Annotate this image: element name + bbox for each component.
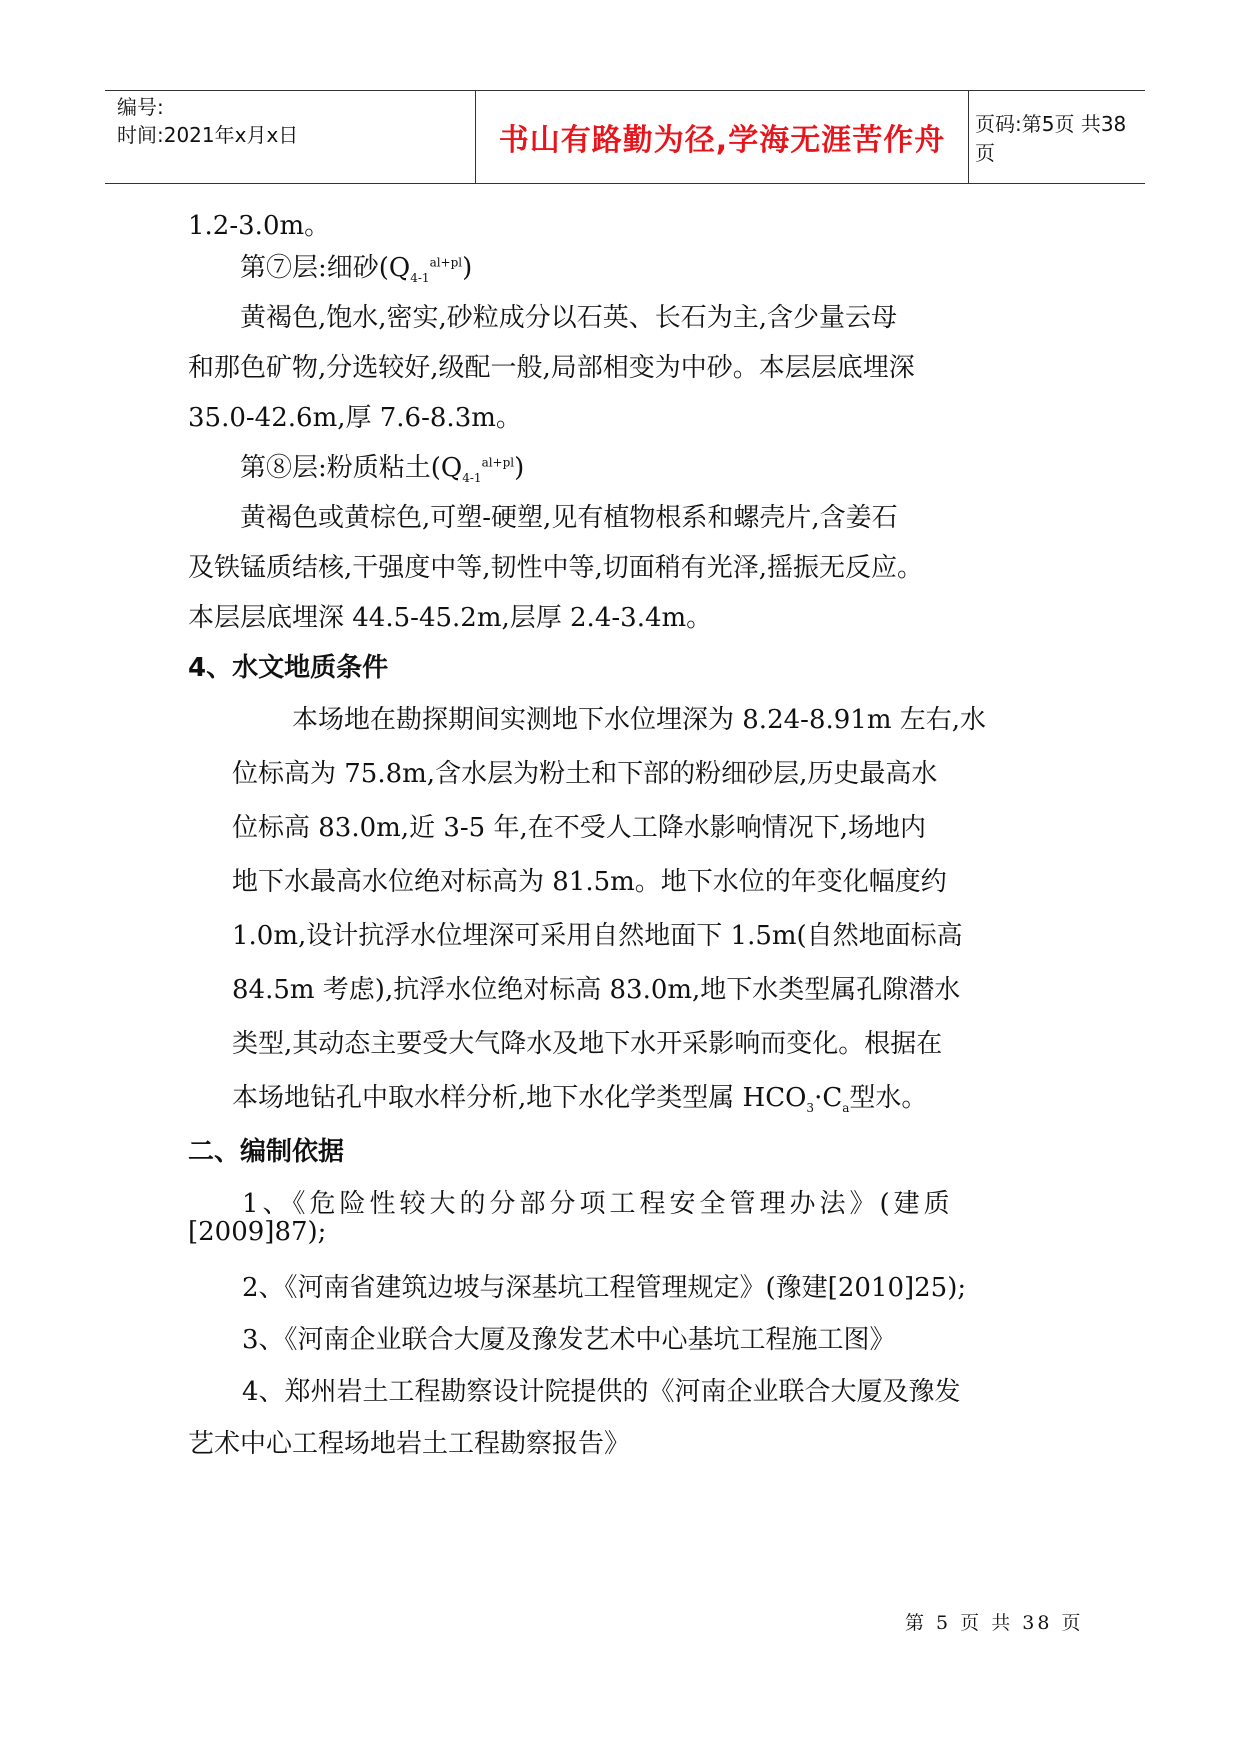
text-line: 和那色矿物,分选较好,级配一般,局部相变为中砂。本层层底埋深: [188, 353, 915, 383]
reference-item-1: 1、《危险性较大的分部分项工程安全管理办法》(建质: [242, 1189, 954, 1219]
layer8-title: 第⑧层:粉质粘土(Q: [240, 453, 463, 483]
header-left: [117, 91, 472, 183]
layer7-title: 第⑦层:细砂(Q: [240, 253, 411, 283]
reference-item-1-cont: [2009]87);: [188, 1217, 327, 1247]
text-line: 本层层底埋深 44.5-45.2m,层厚 2.4-3.4m。: [188, 603, 713, 633]
text-line: 位标高为 75.8m,含水层为粉土和下部的粉细砂层,历史最高水: [232, 759, 938, 789]
layer7-subscript: 4-1: [410, 271, 430, 286]
text-line: 黄褐色,饱水,密实,砂粒成分以石英、长石为主,含少量云母: [240, 303, 898, 333]
text-line: 84.5m 考虑),抗浮水位绝对标高 83.0m,地下水类型属孔隙潜水: [232, 975, 961, 1005]
section-heading-hydrogeology: 4、水文地质条件: [188, 653, 389, 683]
text-line: 1.0m,设计抗浮水位埋深可采用自然地面下 1.5m(自然地面标高: [232, 921, 963, 951]
water-chemistry-text: 本场地钻孔中取水样分析,地下水化学类型属 HCO: [232, 1083, 807, 1113]
layer8-close: ): [514, 453, 525, 483]
ca-text: ·C: [814, 1083, 843, 1113]
text-line: 35.0-42.6m,厚 7.6-8.3m。: [188, 403, 522, 433]
text-line: 本场地在勘探期间实测地下水位埋深为 8.24-8.91m 左右,水: [292, 705, 987, 735]
header-center: [475, 91, 969, 183]
reference-item-4: 4、郑州岩土工程勘察设计院提供的《河南企业联合大厦及豫发: [242, 1377, 961, 1407]
text-line: 地下水最高水位绝对标高为 81.5m。地下水位的年变化幅度约: [232, 867, 947, 897]
text-line: 类型,其动态主要受大气降水及地下水开采影响而变化。根据在: [232, 1029, 943, 1059]
section-heading-basis: 二、编制依据: [188, 1137, 345, 1167]
reference-item-4-cont: 艺术中心工程场地岩土工程勘察报告》: [188, 1429, 631, 1459]
layer8-superscript: al+pl: [481, 455, 515, 470]
layer8-subscript: 4-1: [462, 471, 482, 486]
reference-item-3: 3、《河南企业联合大厦及豫发艺术中心基坑工程施工图》: [242, 1325, 896, 1355]
reference-item-2: 2、《河南省建筑边坡与深基坑工程管理规定》(豫建[2010]25);: [242, 1273, 967, 1303]
doc-number-label: 编号:: [117, 95, 164, 119]
water-type-text: 型水。: [849, 1083, 928, 1113]
layer7-close: ): [462, 253, 473, 283]
header-motto: 书山有路勤为径,学海无涯苦作舟: [498, 123, 946, 158]
page-header: [105, 90, 1145, 184]
hco3-subscript: 3: [806, 1101, 815, 1116]
header-right: [975, 91, 1145, 183]
header-page-number: 页码:第5页 共38页: [975, 112, 1127, 165]
ca-subscript: a: [842, 1101, 850, 1116]
page-footer: 第 5 页 共 38 页: [905, 1612, 1084, 1634]
text-line: 及铁锰质结核,干强度中等,韧性中等,切面稍有光泽,摇振无反应。: [188, 553, 924, 583]
text-line: 黄褐色或黄棕色,可塑-硬塑,见有植物根系和螺壳片,含姜石: [240, 503, 898, 533]
layer7-heading: [240, 247, 472, 285]
doc-date-label: 时间:2021年x月x日: [117, 123, 299, 147]
layer7-superscript: al+pl: [429, 255, 463, 270]
layer8-heading: [240, 447, 524, 485]
water-chemistry-line: [232, 1077, 927, 1115]
text-line: 1.2-3.0m。: [188, 211, 331, 241]
text-line: 位标高 83.0m,近 3-5 年,在不受人工降水影响情况下,场地内: [232, 813, 927, 843]
